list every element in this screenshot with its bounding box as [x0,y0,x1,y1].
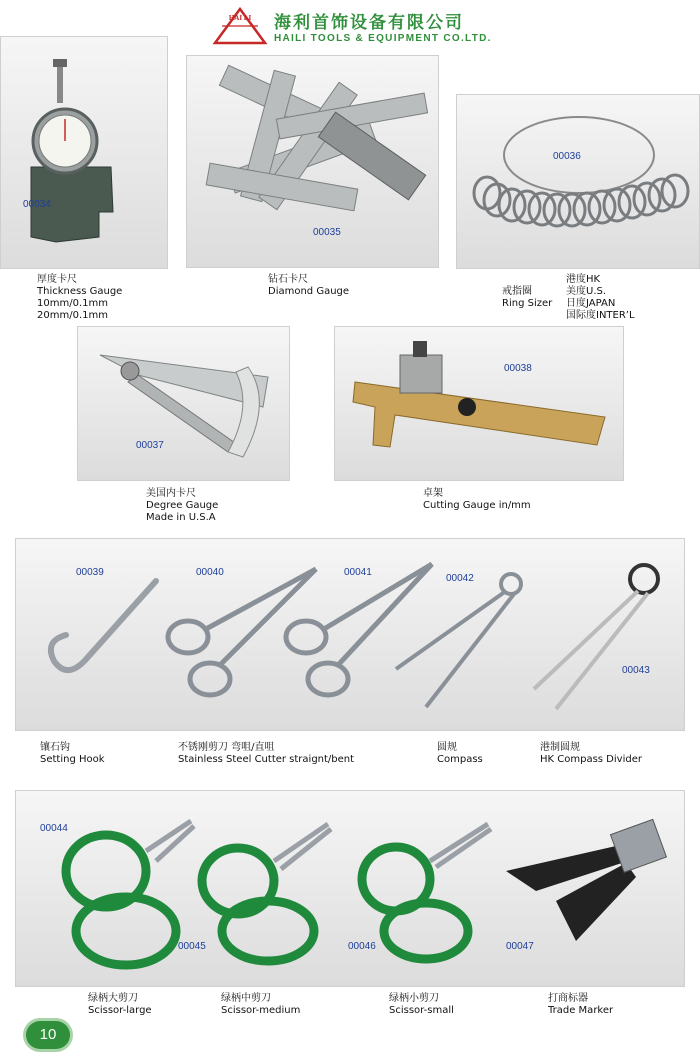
degree-gauge-icon [78,327,291,482]
item-code: 00042 [446,573,474,584]
item-code: 00040 [196,567,224,578]
caption-00045: 绿柄中剪刀 Scissor-medium [221,993,301,1016]
caption-00037: 美国内卡尺 Degree Gauge Made in U.S.A [146,488,219,523]
photo-panel-scissors [15,790,685,987]
item-code: 00036 [553,151,581,162]
cutting-gauge-icon [335,327,625,482]
caption-00044: 绿柄大剪刀 Scissor-large [88,993,152,1016]
logo-mark-text: HAI LI [228,14,252,22]
item-code: 00038 [504,363,532,374]
caption-00047: 打商标器 Trade Marker [548,993,614,1016]
green-scissors-icon [16,791,686,988]
page-number: 10 [39,1026,57,1043]
caption-00043: 港制圆规 HK Compass Divider [540,742,642,765]
photo-panel-00034 [0,36,168,269]
item-code: 00041 [344,567,372,578]
page-number-badge [26,1021,70,1049]
item-code: 00044 [40,823,68,834]
photo-panel-00035 [186,55,439,268]
caption-00040: 不锈刚剪刀 弯咀/直咀 Stainless Steel Cutter straignt/bent [178,742,355,765]
item-code: 00047 [506,941,534,952]
company-name-en: HAILI TOOLS & EQUIPMENT CO.LTD. [274,33,492,44]
caption-00036-notes: 港度HK 美度U.S. 日度JAPAN 国际度INTER’L [566,274,635,321]
item-code: 00043 [622,665,650,676]
thickness-gauge-icon [1,37,169,270]
photo-panel-00037 [77,326,290,481]
item-code: 00045 [178,941,206,952]
item-code: 00034 [23,199,51,210]
triangle-logo-icon [212,6,268,46]
caption-00039: 镶石钩 Setting Hook [40,742,105,765]
caption-00046: 绿柄小剪刀 Scissor-small [389,993,454,1016]
item-code: 00039 [76,567,104,578]
photo-panel-00036 [456,94,700,269]
item-code: 00046 [348,941,376,952]
header-logo [212,6,502,46]
caption-00036: 戒指圈 Ring Sizer [502,286,553,309]
item-code: 00035 [313,227,341,238]
company-name-cn: 海利首饰设备有限公司 [274,13,464,33]
photo-panel-tools [15,538,685,731]
item-code: 00037 [136,440,164,451]
caption-00038: 卓架 Cutting Gauge in/mm [423,488,531,511]
photo-panel-00038 [334,326,624,481]
caption-00035: 钻石卡尺 Diamond Gauge [268,274,350,297]
caption-00042: 圆规 Compass [437,742,483,765]
ring-sizer-icon [457,95,700,270]
caption-00034: 厚度卡尺 Thickness Gauge 10mm/0.1mm 20mm/0.1mm [37,274,123,321]
